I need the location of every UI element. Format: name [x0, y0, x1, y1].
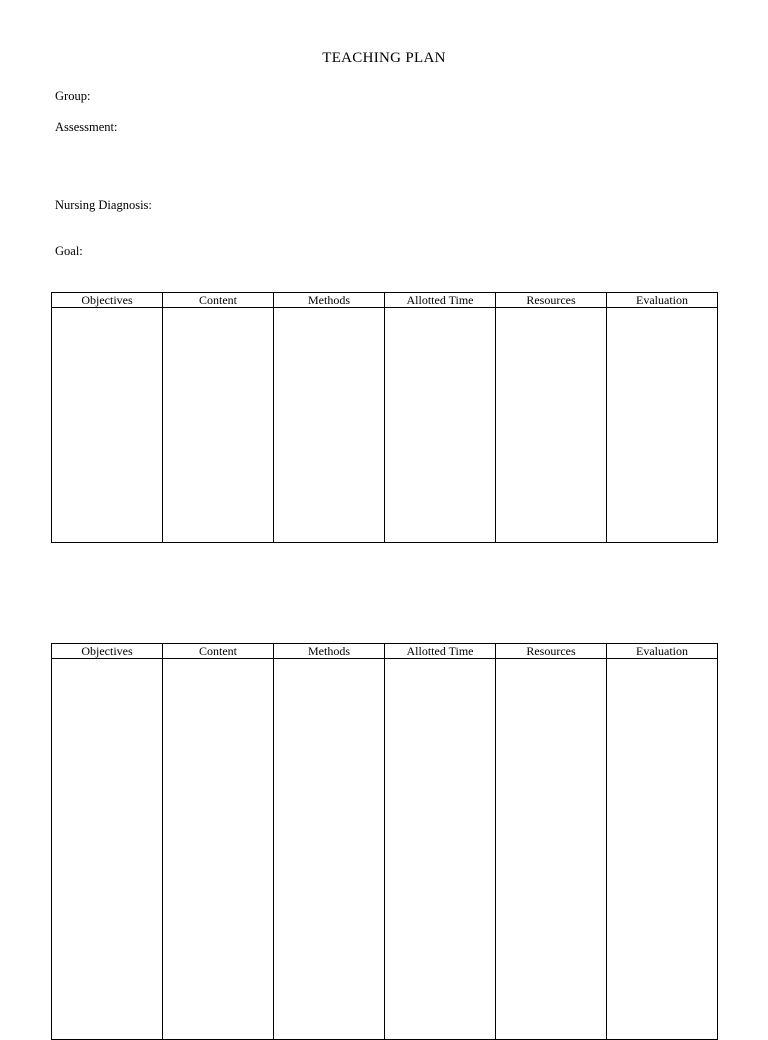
table-row: [52, 659, 718, 1040]
objectives-cell: [52, 308, 163, 543]
column-header-objectives: Objectives: [52, 644, 163, 659]
column-header-methods: Methods: [274, 293, 385, 308]
column-header-evaluation: Evaluation: [607, 644, 718, 659]
objectives-cell: [52, 659, 163, 1040]
nursing-diagnosis-label: Nursing Diagnosis:: [55, 198, 152, 212]
resources-cell: [496, 659, 607, 1040]
group-label: Group:: [55, 89, 91, 103]
column-header-objectives: Objectives: [52, 293, 163, 308]
table-header-row: [52, 293, 718, 308]
methods-cell: [274, 308, 385, 543]
allotted-time-cell: [385, 308, 496, 543]
teaching-plan-table-2: [51, 643, 718, 1040]
assessment-label: Assessment:: [55, 120, 118, 134]
column-header-resources: Resources: [496, 293, 607, 308]
teaching-plan-table-1: [51, 292, 718, 543]
table-row: [52, 308, 718, 543]
column-header-content: Content: [163, 293, 274, 308]
allotted-time-cell: [385, 659, 496, 1040]
column-header-content: Content: [163, 644, 274, 659]
content-cell: [163, 659, 274, 1040]
evaluation-cell: [607, 659, 718, 1040]
table-header-row: [52, 644, 718, 659]
column-header-allotted-time: Allotted Time: [385, 644, 496, 659]
column-header-resources: Resources: [496, 644, 607, 659]
goal-label: Goal:: [55, 244, 83, 258]
document-title: TEACHING PLAN: [322, 50, 446, 66]
column-header-allotted-time: Allotted Time: [385, 293, 496, 308]
evaluation-cell: [607, 308, 718, 543]
content-cell: [163, 308, 274, 543]
column-header-evaluation: Evaluation: [607, 293, 718, 308]
resources-cell: [496, 308, 607, 543]
column-header-methods: Methods: [274, 644, 385, 659]
methods-cell: [274, 659, 385, 1040]
